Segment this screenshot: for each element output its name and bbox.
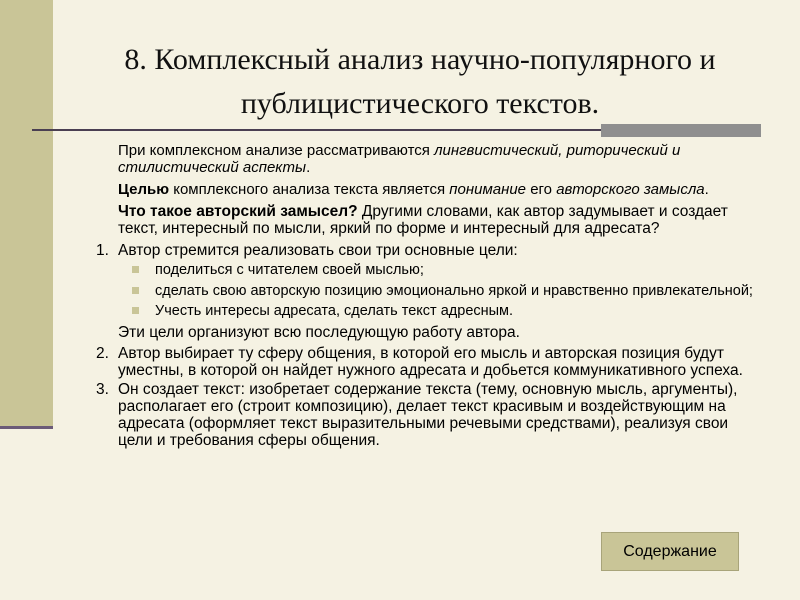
left-decor-bar [0, 0, 53, 426]
paragraph-question [118, 203, 766, 237]
p3-bold: Что такое авторский замысел? [118, 203, 358, 220]
slide-title: 8. Комплексный анализ научно-популярного и публицистического текстов. [124, 43, 716, 120]
list-item [96, 381, 766, 449]
title-rule [32, 129, 602, 131]
square-bullet-icon [132, 307, 139, 314]
p2-italic-2: авторского замысла [556, 181, 705, 198]
list-text: Автор стремится реализовать свои три основные цели: [118, 242, 518, 259]
p1-end: . [306, 159, 311, 176]
p3-text: Другими словами, как автор задумывает и создает текст, интересный по мысли, яркий по форме и интересный для адресата? [118, 203, 728, 237]
list-item [96, 242, 766, 259]
title-rule-block [601, 124, 761, 137]
goals-list [132, 262, 766, 320]
left-decor-line [0, 426, 53, 429]
p2-text: комплексного анализа текста является [169, 181, 450, 198]
p1-italic: лингвистический, риторический и стилистический аспекты [118, 142, 681, 176]
list-text: Он создает текст: изобретает содержание текста (тему, основную мысль, аргументы), располагает его (строит композицию), делает текст красивым и воздействующим на адресата (оформляет текст выразительными речевыми средствами), реализуя свои цели и требования сферы общения. [118, 380, 738, 449]
p1-text: При комплексном анализе рассматриваются [118, 142, 435, 159]
p2-end: . [704, 181, 709, 198]
square-bullet-icon [132, 266, 139, 273]
list-number: 3. [96, 380, 109, 398]
bullet-item [132, 262, 766, 279]
bullet-text: сделать свою авторскую позицию эмоционально яркой и нравственно привлекательной; [155, 282, 753, 299]
p2-italic: понимание [449, 181, 527, 198]
bullet-text: Учесть интересы адресата, сделать текст адресным. [155, 303, 514, 319]
p2-text-2: его [526, 181, 557, 198]
list-item [96, 345, 766, 379]
slide-content [96, 142, 766, 451]
bullet-text: поделиться с читателем своей мыслью; [155, 262, 424, 278]
p2-bold: Целью [118, 181, 170, 198]
bullet-item [132, 283, 766, 300]
list-number: 2. [96, 344, 109, 362]
paragraph-goal [118, 181, 766, 198]
goals-summary: Эти цели организуют всю последующую работу автора. [118, 323, 520, 341]
paragraph-aspects [118, 142, 766, 176]
contents-button[interactable]: Содержание [601, 532, 739, 571]
list-text: Автор выбирает ту сферу общения, в которой его мысль и авторская позиция будут уместны, в которой он найдет нужного адресата и добьется коммуникативного успеха. [118, 344, 743, 379]
bullet-item [132, 303, 766, 320]
square-bullet-icon [132, 287, 139, 294]
list-number: 1. [96, 242, 109, 259]
